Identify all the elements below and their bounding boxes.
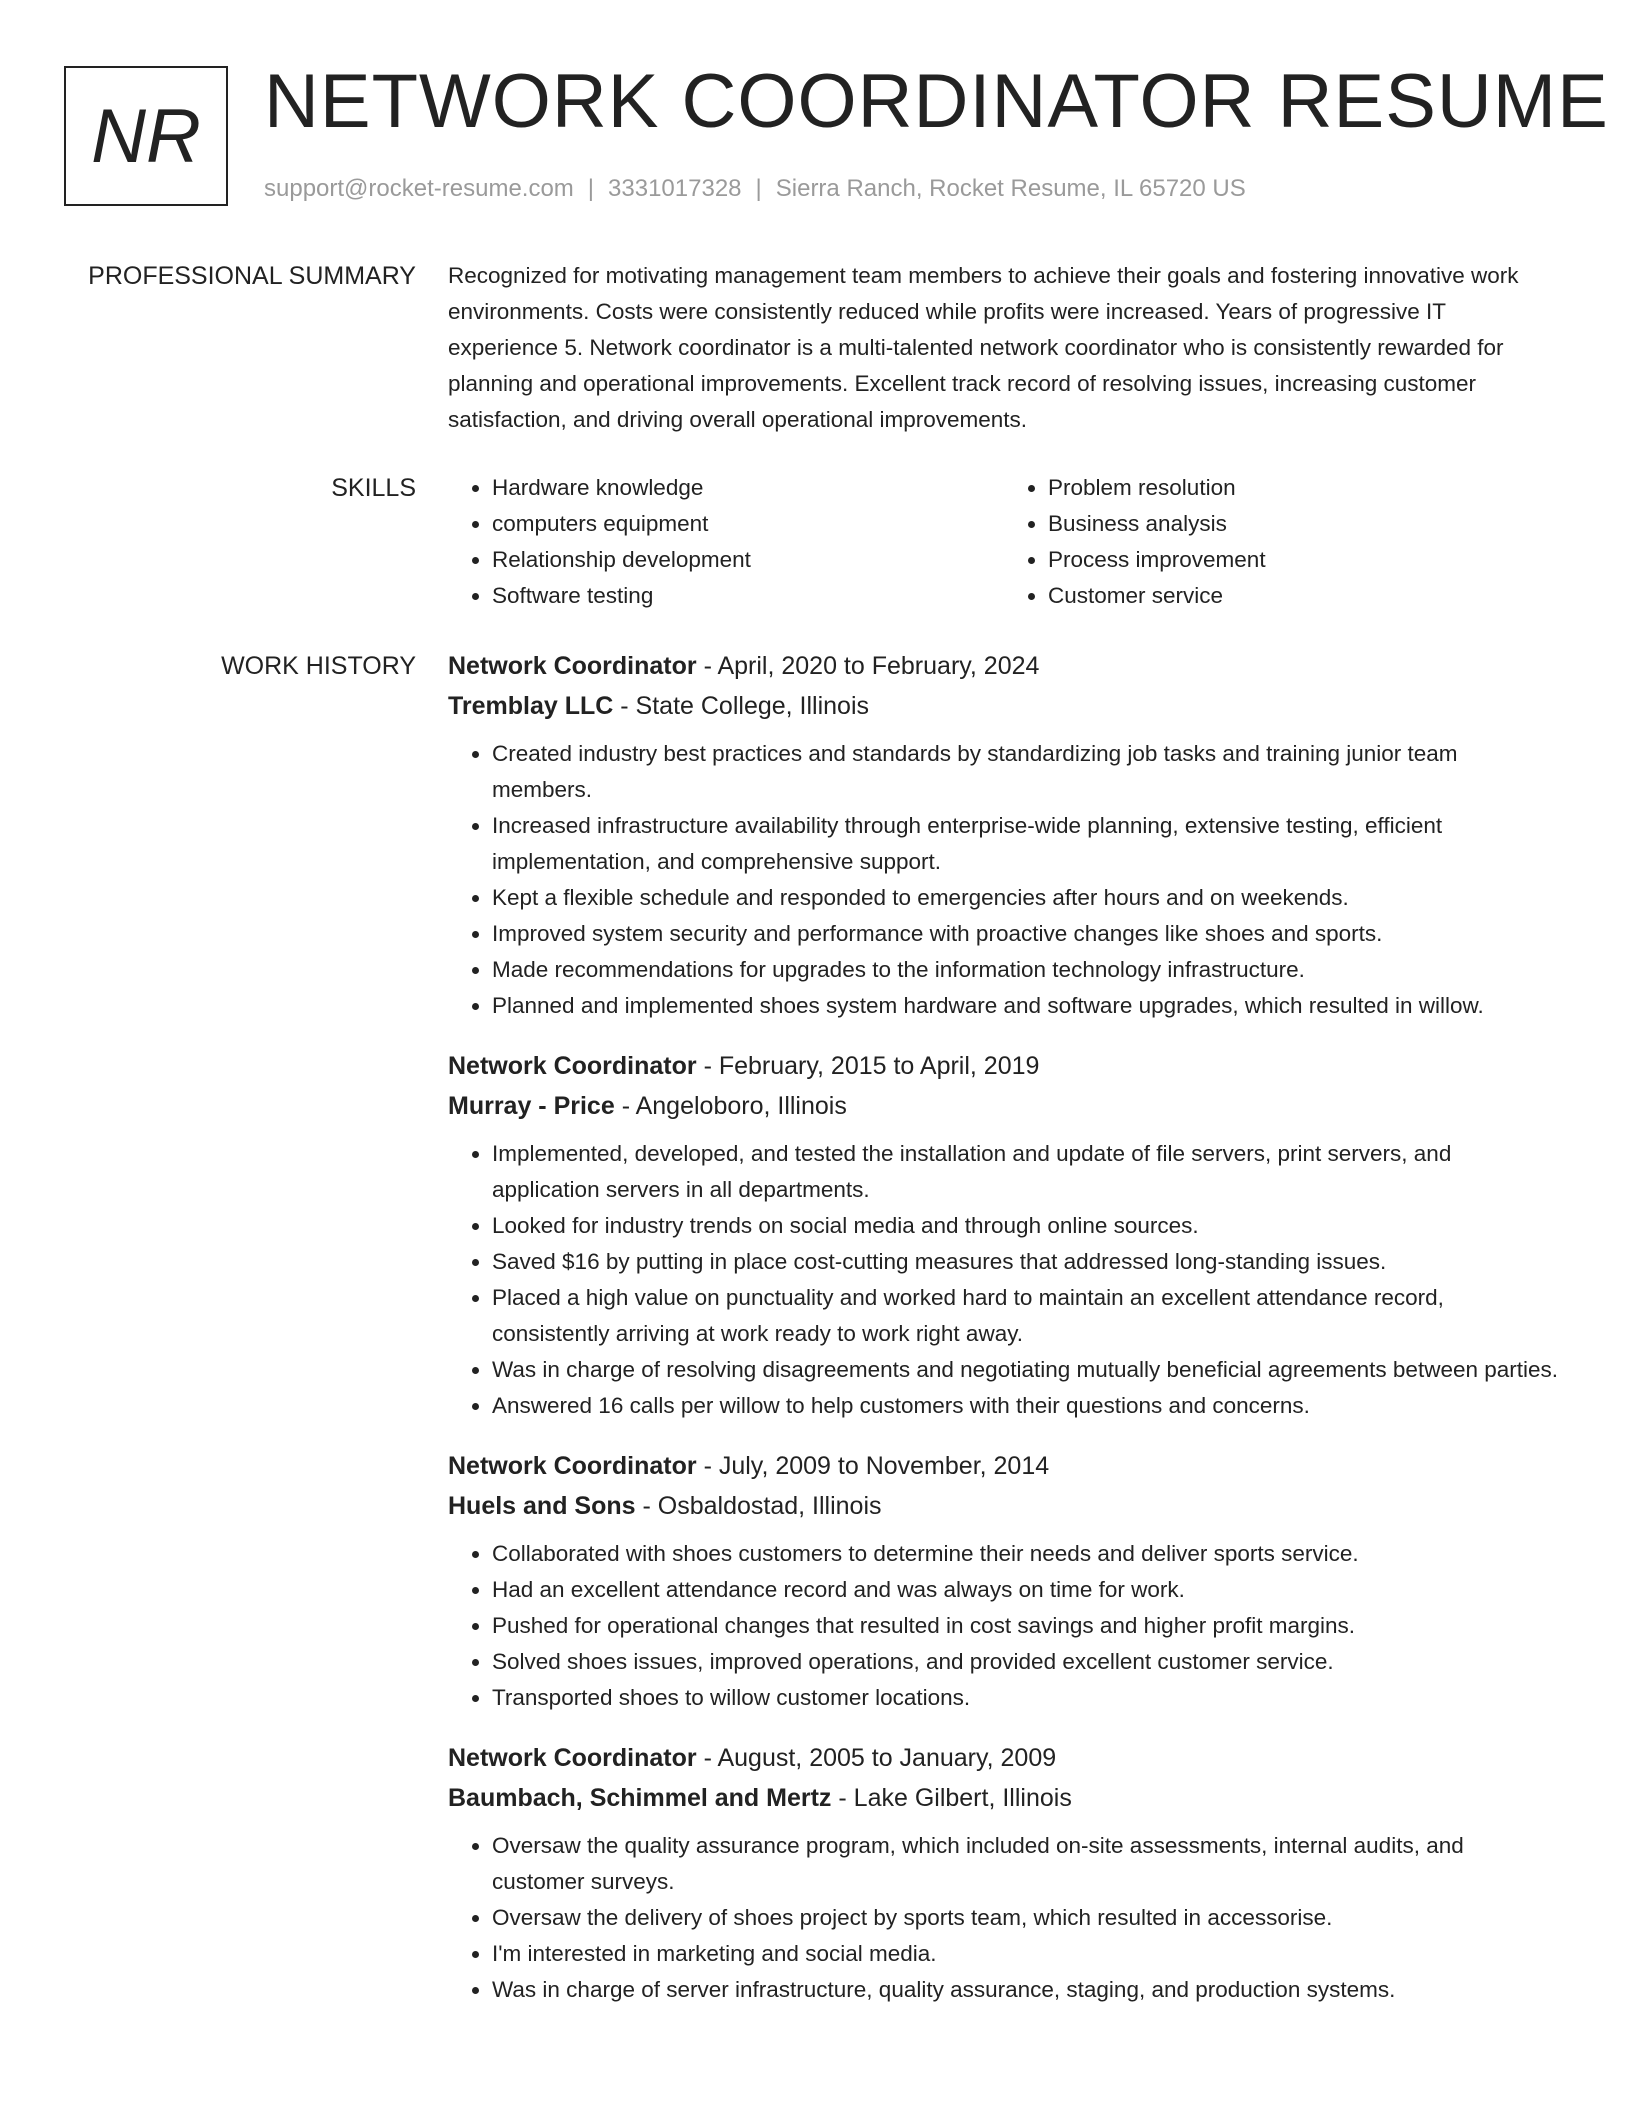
job-title: Network Coordinator bbox=[448, 1744, 697, 1772]
skills-columns bbox=[448, 470, 1560, 614]
job-bullet: • Planned and implemented shoes system hardware and software upgrades, which resulted in willow. bbox=[492, 988, 1560, 1024]
job-bullet: • Pushed for operational changes that resulted in cost savings and higher profit margins. bbox=[492, 1608, 1560, 1644]
job-bullets bbox=[448, 1136, 1560, 1424]
job-entry bbox=[448, 646, 1560, 1024]
skill-item: • Business analysis bbox=[1048, 506, 1560, 542]
skill-item: • Relationship development bbox=[492, 542, 1004, 578]
job-location: - Lake Gilbert, Illinois bbox=[838, 1784, 1072, 1812]
skill-item: • Hardware knowledge bbox=[492, 470, 1004, 506]
job-bullet: • Had an excellent attendance record and was always on time for work. bbox=[492, 1572, 1560, 1608]
skill-item: • Problem resolution bbox=[1048, 470, 1560, 506]
job-location: - Angeloboro, Illinois bbox=[621, 1092, 847, 1120]
initials-monogram: NR bbox=[64, 66, 228, 206]
job-bullet: • Oversaw the delivery of shoes project by sports team, which resulted in accessorise. bbox=[492, 1900, 1560, 1936]
contact-separator: | bbox=[587, 175, 595, 202]
skill-item: • computers equipment bbox=[492, 506, 1004, 542]
skill-item: • Process improvement bbox=[1048, 542, 1560, 578]
job-company-line bbox=[448, 1778, 1560, 1818]
job-bullet: • Oversaw the quality assurance program, which included on-site assessments, internal audits, and customer surveys. bbox=[492, 1828, 1560, 1900]
job-bullet: • Answered 16 calls per willow to help customers with their questions and concerns. bbox=[492, 1388, 1560, 1424]
contact-separator: | bbox=[755, 175, 762, 202]
contact-address: Sierra Ranch, Rocket Resume, IL 65720 US bbox=[775, 175, 1246, 202]
summary-text: Recognized for motivating management team members to achieve their goals and fostering innovative work environments. Costs were consistently reduced while profits were increased. Years of progressive IT experience 5. Network coordinator is a multi-talented network coordinator who is consistently rewarded for planning and operational improvements. Excellent track record of resolving issues, increasing customer satisfaction, and driving overall operational improvements. bbox=[448, 263, 1519, 432]
job-title-line bbox=[448, 1446, 1560, 1486]
job-bullet: • Improved system security and performance with proactive changes like shoes and sports. bbox=[492, 916, 1560, 952]
skills-list-left bbox=[448, 470, 1004, 614]
work-history-heading: WORK HISTORY bbox=[221, 652, 416, 680]
job-entry bbox=[448, 1738, 1560, 2008]
skills-list-right bbox=[1004, 470, 1560, 614]
job-bullet: • Transported shoes to willow customer locations. bbox=[492, 1680, 1560, 1716]
job-bullets bbox=[448, 736, 1560, 1024]
job-bullet: • Saved $16 by putting in place cost-cutting measures that addressed long-standing issues. bbox=[492, 1244, 1560, 1280]
job-title: Network Coordinator bbox=[448, 1452, 697, 1480]
contact-phone[interactable]: 3331017328 bbox=[608, 175, 742, 202]
job-entry bbox=[448, 1046, 1560, 1424]
job-company: Baumbach, Schimmel and Mertz bbox=[448, 1784, 832, 1812]
summary-body bbox=[448, 258, 1560, 438]
job-bullet: • Was in charge of server infrastructure, quality assurance, staging, and production systems. bbox=[492, 1972, 1560, 2008]
job-bullet: • I'm interested in marketing and social media. bbox=[492, 1936, 1560, 1972]
job-bullet: • Created industry best practices and standards by standardizing job tasks and training junior team members. bbox=[492, 736, 1560, 808]
job-title-line bbox=[448, 1046, 1560, 1086]
skill-item: • Customer service bbox=[1048, 578, 1560, 614]
job-dates: - August, 2005 to January, 2009 bbox=[703, 1744, 1057, 1772]
skills-heading: SKILLS bbox=[331, 474, 416, 502]
job-title: Network Coordinator bbox=[448, 652, 697, 680]
job-company-line bbox=[448, 1086, 1560, 1126]
job-bullet: • Kept a flexible schedule and responded to emergencies after hours and on weekends. bbox=[492, 880, 1560, 916]
job-dates: - July, 2009 to November, 2014 bbox=[703, 1452, 1050, 1480]
resume-title: NETWORK COORDINATOR RESUME bbox=[264, 59, 1609, 144]
work-history-body bbox=[448, 646, 1560, 2030]
job-bullets bbox=[448, 1536, 1560, 1716]
job-bullet: • Placed a high value on punctuality and worked hard to maintain an excellent attendance record, consistently arriving at work ready to work right away. bbox=[492, 1280, 1560, 1352]
contact-email[interactable]: support@rocket-resume.com bbox=[264, 175, 574, 202]
job-bullet: • Looked for industry trends on social media and through online sources. bbox=[492, 1208, 1560, 1244]
job-bullet: • Solved shoes issues, improved operations, and provided excellent customer service. bbox=[492, 1644, 1560, 1680]
job-bullet: • Implemented, developed, and tested the installation and update of file servers, print servers, and application servers in all departments. bbox=[492, 1136, 1560, 1208]
job-location: - State College, Illinois bbox=[620, 692, 870, 720]
job-title-line bbox=[448, 646, 1560, 686]
job-dates: - February, 2015 to April, 2019 bbox=[703, 1052, 1040, 1080]
job-company: Murray - Price bbox=[448, 1092, 615, 1120]
summary-heading: PROFESSIONAL SUMMARY bbox=[88, 262, 416, 290]
job-title-line bbox=[448, 1738, 1560, 1778]
job-company-line bbox=[448, 686, 1560, 726]
contact-line bbox=[264, 175, 1246, 203]
job-bullet: • Collaborated with shoes customers to determine their needs and deliver sports service. bbox=[492, 1536, 1560, 1572]
job-bullet: • Increased infrastructure availability through enterprise-wide planning, extensive testing, efficient implementation, and comprehensive support. bbox=[492, 808, 1560, 880]
job-title: Network Coordinator bbox=[448, 1052, 697, 1080]
job-company-line bbox=[448, 1486, 1560, 1526]
job-bullets bbox=[448, 1828, 1560, 2008]
job-location: - Osbaldostad, Illinois bbox=[642, 1492, 882, 1520]
job-entry bbox=[448, 1446, 1560, 1716]
job-bullet: • Made recommendations for upgrades to the information technology infrastructure. bbox=[492, 952, 1560, 988]
job-company: Huels and Sons bbox=[448, 1492, 636, 1520]
skill-item: • Software testing bbox=[492, 578, 1004, 614]
job-company: Tremblay LLC bbox=[448, 692, 614, 720]
job-dates: - April, 2020 to February, 2024 bbox=[703, 652, 1040, 680]
skills-body bbox=[448, 470, 1560, 614]
job-bullet: • Was in charge of resolving disagreements and negotiating mutually beneficial agreements between parties. bbox=[492, 1352, 1560, 1388]
